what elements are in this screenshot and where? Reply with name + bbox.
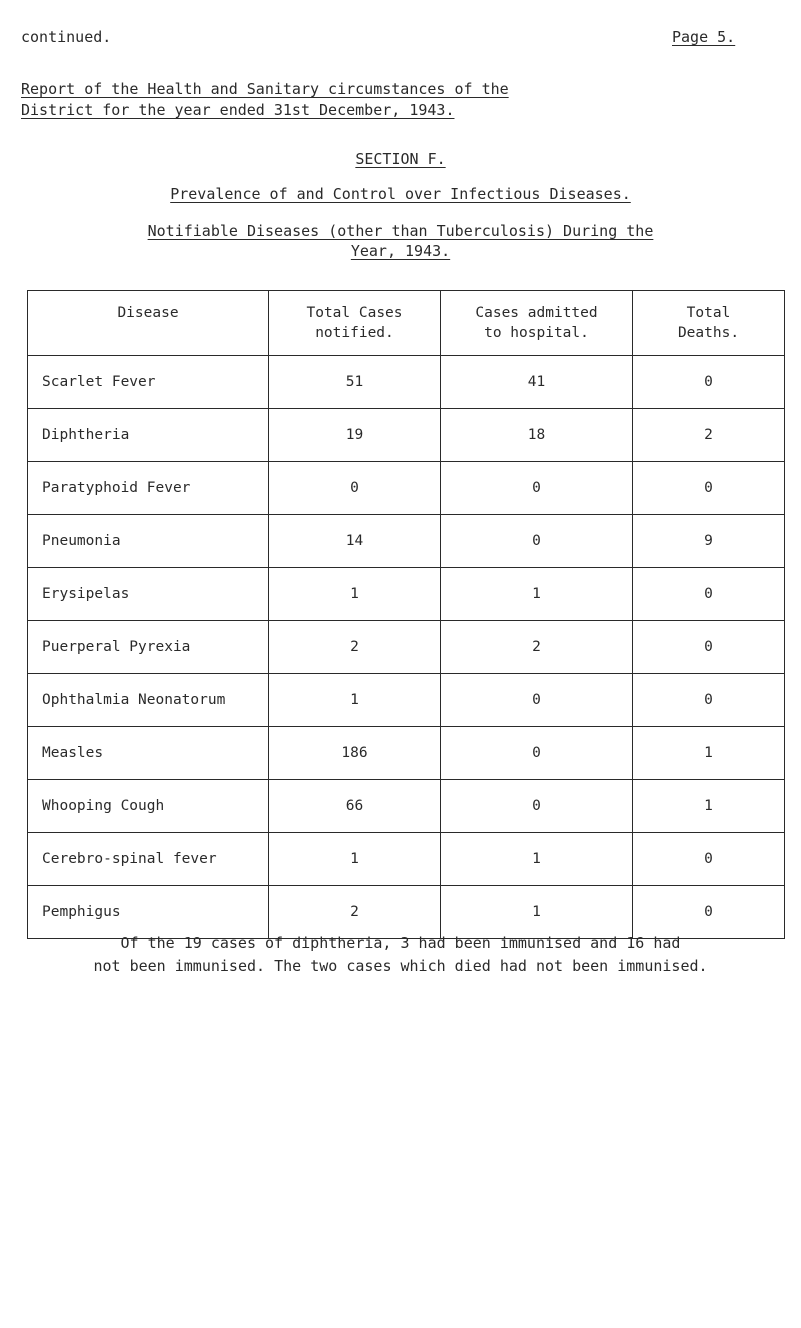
deaths-cell: 0 bbox=[633, 674, 785, 727]
table-title-wrap-2 bbox=[0, 242, 801, 260]
disease-cell: Cerebro-spinal fever bbox=[28, 833, 269, 886]
deaths-cell: 1 bbox=[633, 727, 785, 780]
admitted-cell: 1 bbox=[441, 568, 633, 621]
table-row bbox=[28, 833, 785, 886]
deaths-cell: 0 bbox=[633, 886, 785, 939]
header-deaths-line2: Deaths. bbox=[677, 325, 740, 341]
disease-cell: Puerperal Pyrexia bbox=[28, 621, 269, 674]
disease-cell: Measles bbox=[28, 727, 269, 780]
disease-cell: Erysipelas bbox=[28, 568, 269, 621]
table-row bbox=[28, 409, 785, 462]
subtitle: Prevalence of and Control over Infectious Diseases. bbox=[170, 185, 631, 203]
table-title-line2: Year, 1943. bbox=[350, 242, 451, 260]
deaths-cell: 9 bbox=[633, 515, 785, 568]
disease-cell: Pemphigus bbox=[28, 886, 269, 939]
notified-cell: 1 bbox=[269, 568, 441, 621]
header-disease-label: Disease bbox=[117, 305, 179, 321]
notified-cell: 2 bbox=[269, 886, 441, 939]
continued-label: continued. bbox=[21, 28, 112, 46]
deaths-cell: 0 bbox=[633, 356, 785, 409]
header-deaths-line1: Total bbox=[686, 305, 731, 321]
notified-cell: 1 bbox=[269, 833, 441, 886]
disease-cell: Scarlet Fever bbox=[28, 356, 269, 409]
admitted-cell: 18 bbox=[441, 409, 633, 462]
admitted-cell: 1 bbox=[441, 833, 633, 886]
notified-cell: 186 bbox=[269, 727, 441, 780]
report-title-line2: District for the year ended 31st December, 1943. bbox=[21, 101, 455, 119]
admitted-cell: 0 bbox=[441, 727, 633, 780]
header-notified-line2: notified. bbox=[315, 325, 394, 341]
footnote-line2: not been immunised. The two cases which died had not been immunised. bbox=[93, 957, 708, 975]
footnote-line1: Of the 19 cases of diphtheria, 3 had been immunised and 16 had bbox=[120, 934, 681, 952]
admitted-cell: 0 bbox=[441, 780, 633, 833]
table-row bbox=[28, 674, 785, 727]
header-notified bbox=[269, 291, 441, 356]
table-row bbox=[28, 462, 785, 515]
disease-cell: Paratyphoid Fever bbox=[28, 462, 269, 515]
table-title-wrap-1 bbox=[0, 222, 801, 240]
table-header-row bbox=[28, 291, 785, 356]
disease-cell: Whooping Cough bbox=[28, 780, 269, 833]
notified-cell: 0 bbox=[269, 462, 441, 515]
notified-cell: 66 bbox=[269, 780, 441, 833]
deaths-cell: 2 bbox=[633, 409, 785, 462]
header-deaths bbox=[633, 291, 785, 356]
table-title-line1: Notifiable Diseases (other than Tuberculosis) During the bbox=[147, 222, 654, 240]
table-row bbox=[28, 356, 785, 409]
deaths-cell: 0 bbox=[633, 462, 785, 515]
page-number: Page 5. bbox=[672, 28, 736, 46]
admitted-cell: 0 bbox=[441, 462, 633, 515]
header-notified-line1: Total Cases bbox=[306, 305, 403, 321]
subtitle-wrap bbox=[0, 185, 801, 203]
notified-cell: 1 bbox=[269, 674, 441, 727]
disease-cell: Pneumonia bbox=[28, 515, 269, 568]
admitted-cell: 41 bbox=[441, 356, 633, 409]
header-disease bbox=[28, 291, 269, 356]
deaths-cell: 0 bbox=[633, 833, 785, 886]
notified-cell: 19 bbox=[269, 409, 441, 462]
diseases-table bbox=[27, 290, 785, 939]
deaths-cell: 0 bbox=[633, 621, 785, 674]
header-admitted-line1: Cases admitted bbox=[475, 305, 598, 321]
table-row bbox=[28, 886, 785, 939]
admitted-cell: 0 bbox=[441, 674, 633, 727]
notified-cell: 2 bbox=[269, 621, 441, 674]
header-admitted bbox=[441, 291, 633, 356]
admitted-cell: 0 bbox=[441, 515, 633, 568]
table-row bbox=[28, 780, 785, 833]
table-row bbox=[28, 515, 785, 568]
deaths-cell: 1 bbox=[633, 780, 785, 833]
admitted-cell: 1 bbox=[441, 886, 633, 939]
section-label: SECTION F. bbox=[355, 150, 446, 168]
notified-cell: 51 bbox=[269, 356, 441, 409]
notified-cell: 14 bbox=[269, 515, 441, 568]
table-row bbox=[28, 621, 785, 674]
admitted-cell: 2 bbox=[441, 621, 633, 674]
table-row bbox=[28, 568, 785, 621]
header-admitted-line2: to hospital. bbox=[484, 325, 589, 341]
section-heading bbox=[0, 150, 801, 168]
report-title-line1: Report of the Health and Sanitary circumstances of the bbox=[21, 80, 509, 98]
disease-cell: Diphtheria bbox=[28, 409, 269, 462]
table-row bbox=[28, 727, 785, 780]
deaths-cell: 0 bbox=[633, 568, 785, 621]
disease-cell: Ophthalmia Neonatorum bbox=[28, 674, 269, 727]
